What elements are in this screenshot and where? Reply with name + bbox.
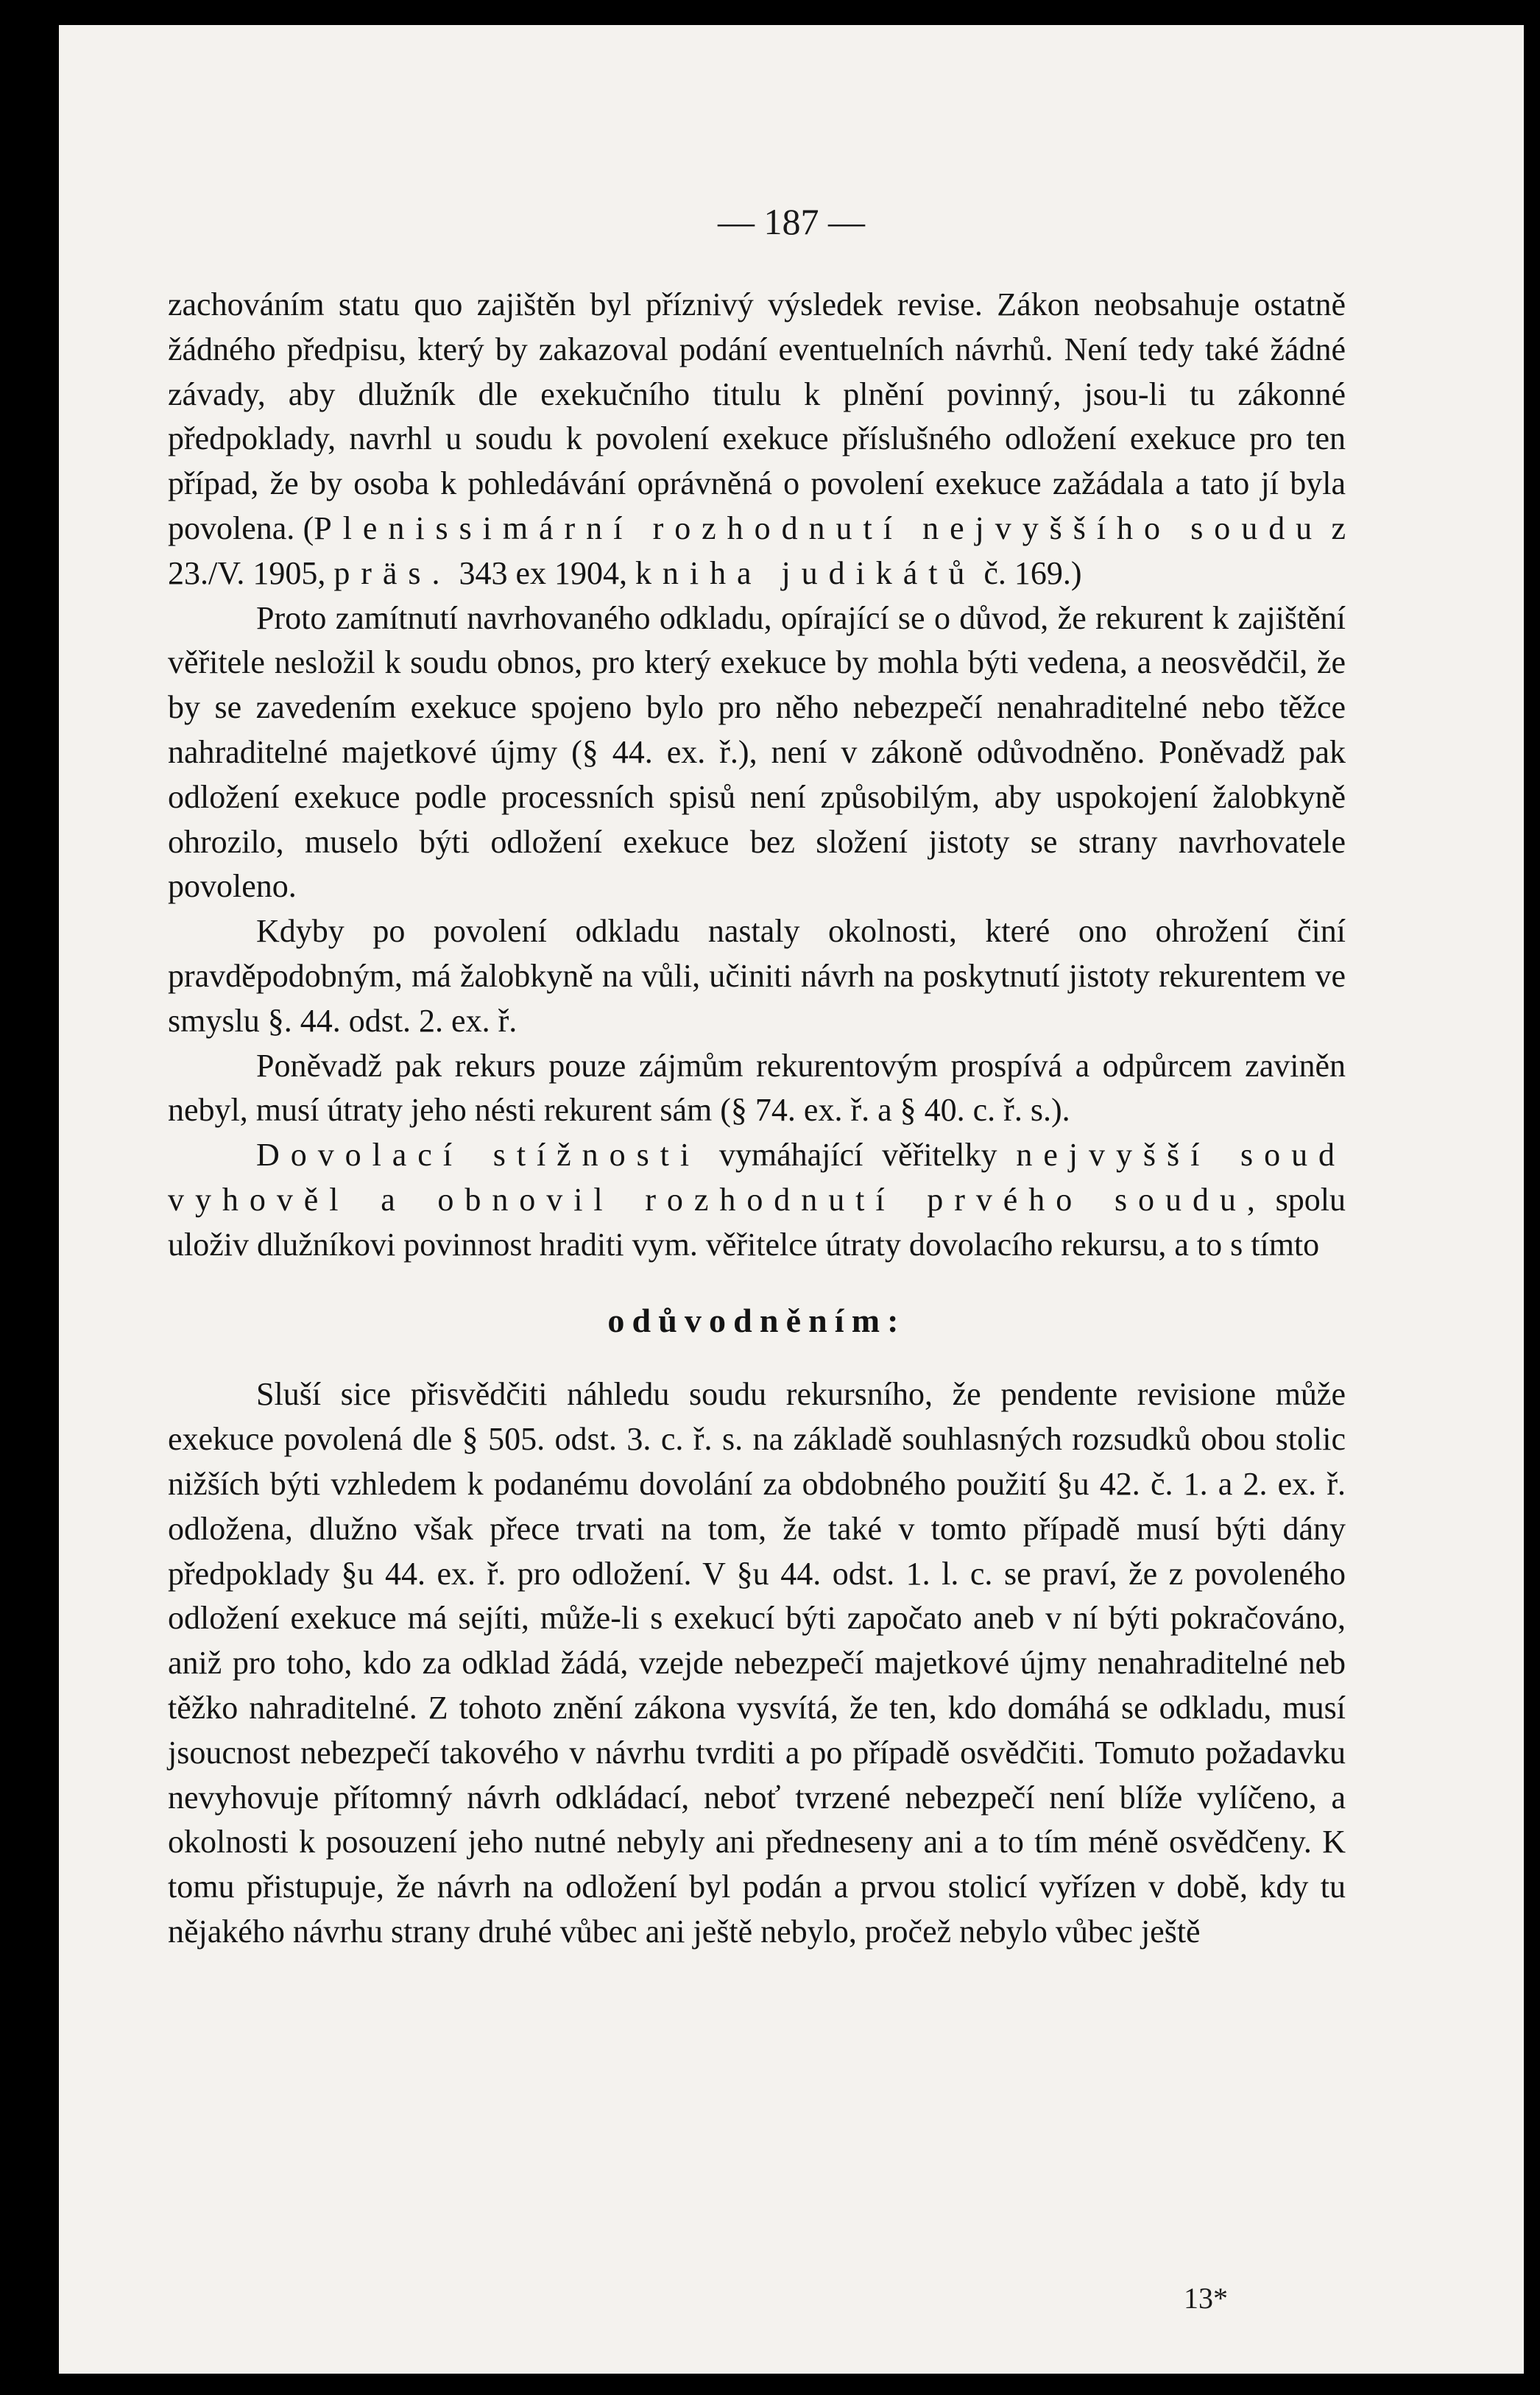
paragraph-6-text: Sluší sice přisvědčiti náhledu soudu rekursního, že pendente revisione může exekuce povolená dle § 505. odst. 3. c. ř. s. na základě souhlasných rozsudků obou stolic nižších býti vzhledem k podanému dovolání za obdobného použití §u 42. č. 1. a 2. ex. ř. odložena, dlužno však přece trvati na tom, že také v tomto případě musí býti dány předpoklady §u 44. ex. ř. pro odložení. V §u 44. odst. 1. l. c. se praví, že z povoleného odložení exekuce má sejíti, může-li s exekucí býti započato aneb v ní býti pokračováno, aniž pro toho, kdo za odklad žádá, vzejde nebezpečí majetkové újmy nenahraditelné neb těžko nahraditelné. Z tohoto znění zákona vysvítá, že ten, kdo domáhá se odkladu, musí jsoucnost nebezpečí takového v návrhu tvrditi a po případě osvědčiti. Tomuto požadavku nevyhovuje přítomný návrh odkládací, neboť tvrzené nebezpečí není blíže vylíčeno, a okolnosti k posouzení jeho nutné nebyly ani předneseny ani a to tím méně osvědčeny. K tomu přistupuje, že návrh na odložení byl podán a prvou stolicí vyřízen v době, kdy tu nějakého návrhu strany druhé vůbec ani ještě nebylo, pročež nebylo vůbec ještě xyxy=(168,1376,1346,1950)
paragraph-1-ref: 343 ex 1904, xyxy=(451,554,635,591)
paragraph-4-text: Poněvadž pak rekurs pouze zájmům rekurentovým prospívá a odpůrcem zaviněn nebyl, musí útraty jeho nésti rekurent sám (§ 74. ex. ř. a § 40. c. ř. s.). xyxy=(168,1047,1346,1129)
paragraph-1-emphasis-book: kniha judikátů xyxy=(635,554,976,591)
paragraph-1-text: zachováním statu quo zajištěn byl příznivý výsledek revise. Zákon neobsahuje ostatně žádného předpisu, který by zakazoval podání eventuelních návrhů. Není tedy také žádné závady, aby dlužník dle exekučního titulu k plnění povinný, jsou-li tu zákonné předpoklady, navrhl u soudu k povolení exekuce příslušného odložení exekuce pro ten případ, že by osoba k pohledávání oprávněná o povolení exekuce zažádala a tato jí byla povolena. ( xyxy=(168,286,1346,546)
paragraph-3 xyxy=(168,909,1346,1043)
page-number: — 187 — xyxy=(718,201,865,242)
paragraph-1 xyxy=(168,283,1346,596)
paragraph-1-emphasis-court: Plenissimární rozhodnutí nejvyššího soudu xyxy=(314,509,1324,546)
document-page xyxy=(59,25,1524,2374)
paragraph-3-text: Kdyby po povolení odkladu nastaly okolnosti, které ono ohrožení činí pravděpodobným, má žalobkyně na vůli, učiniti návrh na poskytnutí jistoty rekurentem ve smyslu §. 44. odst. 2. ex. ř. xyxy=(168,913,1346,1039)
section-heading: odůvodněním: xyxy=(607,1301,906,1339)
paragraph-5-emphasis-complaint: Dovolací stížnosti xyxy=(256,1137,701,1174)
paragraph-2-text: Proto zamítnutí navrhovaného odkladu, opírající se o důvod, že rekurent k zajištění věřitele nesložil k soudu obnos, pro který exekuce by mohla býti vedena, a neosvědčil, že by se zavedením exekuce spojeno bylo pro něho nebezpečí nenahraditelné nebo těžce nahraditelné majetkové újmy (§ 44. ex. ř.), není v zákoně odůvodněno. Poněvadž pak odložení exekuce podle processních spisů není způsobilým, aby uspokojení žalobkyně ohrozilo, muselo býti odložení exekuce bez složení jistoty se strany navrhovatele povoleno. xyxy=(168,599,1346,905)
body-text xyxy=(168,283,1346,1955)
paragraph-1-ref-end: č. 169.) xyxy=(975,554,1082,591)
paragraph-1-date: z 23./V. 1905, xyxy=(168,509,1346,591)
paragraph-5 xyxy=(168,1133,1346,1267)
paragraph-5-text-end: , spolu uloživ dlužníkovi povinnost hraditi vym. věřitelce útraty dovolacího rekursu, a to s tímto xyxy=(168,1181,1346,1263)
paragraph-5-emphasis-decision: nejvyšší soud vyhověl a obnovil rozhodnutí prvého soudu xyxy=(168,1137,1346,1218)
signature-mark: 13* xyxy=(1184,2282,1228,2315)
paragraph-2 xyxy=(168,596,1346,910)
paragraph-4 xyxy=(168,1044,1346,1134)
paragraph-1-emphasis-pras: präs. xyxy=(333,554,451,591)
paragraph-6 xyxy=(168,1372,1346,1954)
paragraph-5-text: vymáhající věřitelky xyxy=(700,1137,1017,1174)
